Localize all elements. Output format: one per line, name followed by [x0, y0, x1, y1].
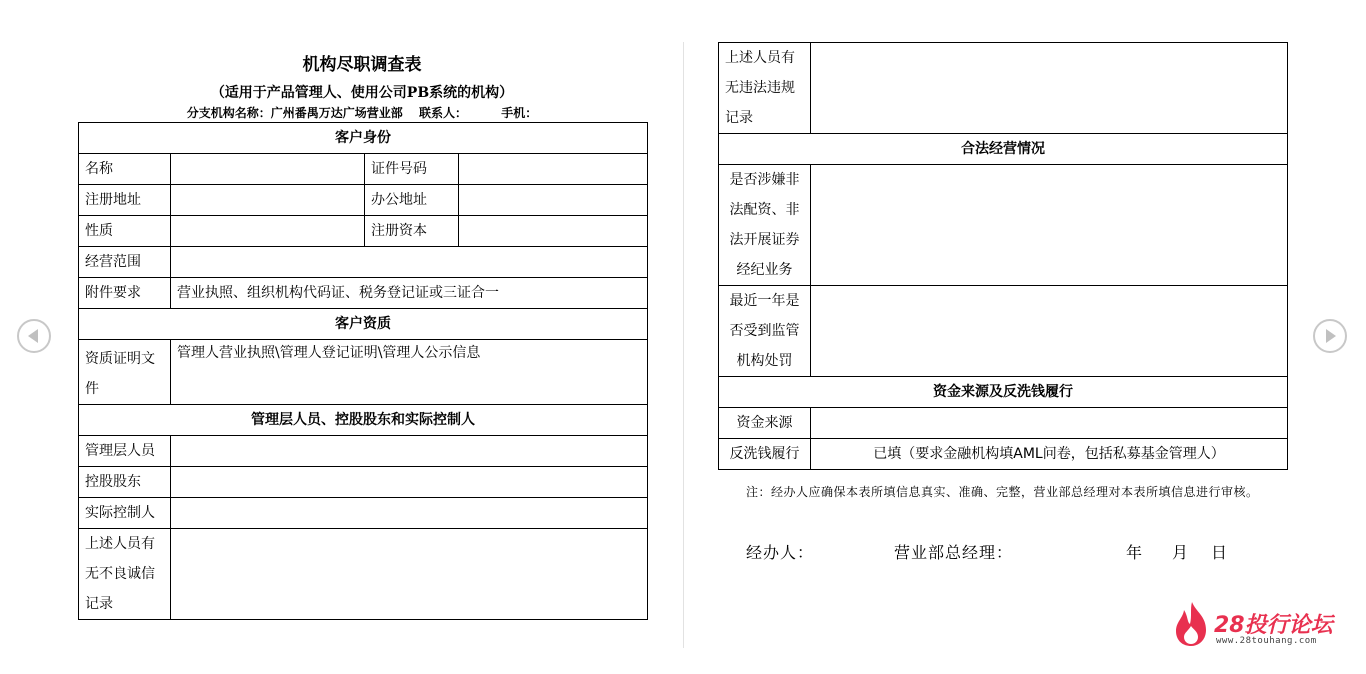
- value-attachment-requirements: 营业执照、组织机构代码证、税务登记证或三证合一: [171, 278, 648, 309]
- form-subtitle: （适用于产品管理人、使用公司PB系统的机构）: [210, 85, 514, 101]
- section-header-management: 管理层人员、控股股东和实际控制人: [79, 405, 648, 436]
- section-header-identity: 客户身份: [79, 123, 648, 154]
- label-credit-record: 上述人员有无不良诚信记录: [79, 529, 171, 620]
- label-qualification-documents: 资质证明文件: [79, 340, 171, 405]
- contact-label: 联系人：: [418, 106, 467, 120]
- label-aml: 反洗钱履行: [719, 439, 811, 470]
- label-name: 名称: [79, 154, 171, 185]
- value-credit-record[interactable]: [171, 529, 648, 620]
- date-day-label: 日: [1211, 543, 1229, 562]
- value-actual-controller[interactable]: [171, 498, 648, 529]
- phone-label: 手机：: [501, 106, 538, 120]
- value-aml: 已填（要求金融机构填AML问卷，包括私募基金管理人）: [811, 439, 1288, 470]
- section-header-qualification: 客户资质: [79, 309, 648, 340]
- branch-info: [78, 104, 646, 121]
- label-attachment-requirements: 附件要求: [79, 278, 171, 309]
- label-managers: 管理层人员: [79, 436, 171, 467]
- prev-page-button[interactable]: [17, 319, 51, 353]
- site-logo: [1172, 600, 1342, 650]
- label-registered-address: 注册地址: [79, 185, 171, 216]
- logo-text: 28投行论坛: [1214, 613, 1333, 638]
- form-note: 注：经办人应确保本表所填信息真实、准确、完整，营业部总经理对本表所填信息进行审核。: [746, 485, 1259, 499]
- page-divider: [683, 42, 684, 648]
- label-nature: 性质: [79, 216, 171, 247]
- label-registered-capital: 注册资本: [365, 216, 459, 247]
- label-fund-source: 资金来源: [719, 408, 811, 439]
- value-illegal-business[interactable]: [811, 165, 1288, 286]
- section-header-funds: 资金来源及反洗钱履行: [719, 377, 1288, 408]
- value-office-address[interactable]: [459, 185, 648, 216]
- value-managers[interactable]: [171, 436, 648, 467]
- label-controlling-shareholder: 控股股东: [79, 467, 171, 498]
- label-regulatory-penalty: 最近一年是否受到监管机构处罚: [719, 286, 811, 377]
- value-violation-record[interactable]: [811, 43, 1288, 134]
- value-regulatory-penalty[interactable]: [811, 286, 1288, 377]
- right-page: [700, 0, 1305, 674]
- value-qualification-documents: 管理人营业执照\管理人登记证明\管理人公示信息: [171, 340, 648, 405]
- identity-table: [78, 122, 648, 620]
- chevron-left-icon: [19, 321, 49, 351]
- handler-signature-label: 经办人：: [746, 543, 815, 562]
- value-registered-address[interactable]: [171, 185, 365, 216]
- value-business-scope[interactable]: [171, 247, 648, 278]
- value-fund-source[interactable]: [811, 408, 1288, 439]
- label-violation-record: 上述人员有无违法违规记录: [719, 43, 811, 134]
- value-controlling-shareholder[interactable]: [171, 467, 648, 498]
- label-business-scope: 经营范围: [79, 247, 171, 278]
- label-id-number: 证件号码: [365, 154, 459, 185]
- section-header-legal: 合法经营情况: [719, 134, 1288, 165]
- value-id-number[interactable]: [459, 154, 648, 185]
- value-registered-capital[interactable]: [459, 216, 648, 247]
- label-actual-controller: 实际控制人: [79, 498, 171, 529]
- branch-label: 分支机构名称：广州番禺万达广场营业部: [186, 106, 403, 120]
- next-page-button[interactable]: [1313, 319, 1347, 353]
- value-name[interactable]: [171, 154, 365, 185]
- date-month-label: 月: [1172, 543, 1190, 562]
- value-nature[interactable]: [171, 216, 365, 247]
- flame-icon: [1172, 600, 1212, 648]
- left-page: [60, 0, 665, 674]
- date-year-label: 年: [1126, 543, 1144, 562]
- compliance-table: [718, 42, 1288, 470]
- label-office-address: 办公地址: [365, 185, 459, 216]
- label-illegal-business: 是否涉嫌非法配资、非法开展证券经纪业务: [719, 165, 811, 286]
- logo-url: www.28touhang.com: [1216, 636, 1317, 646]
- form-title: 机构尽职调查表: [302, 55, 422, 75]
- chevron-right-icon: [1315, 321, 1345, 351]
- manager-signature-label: 营业部总经理：: [894, 543, 1014, 562]
